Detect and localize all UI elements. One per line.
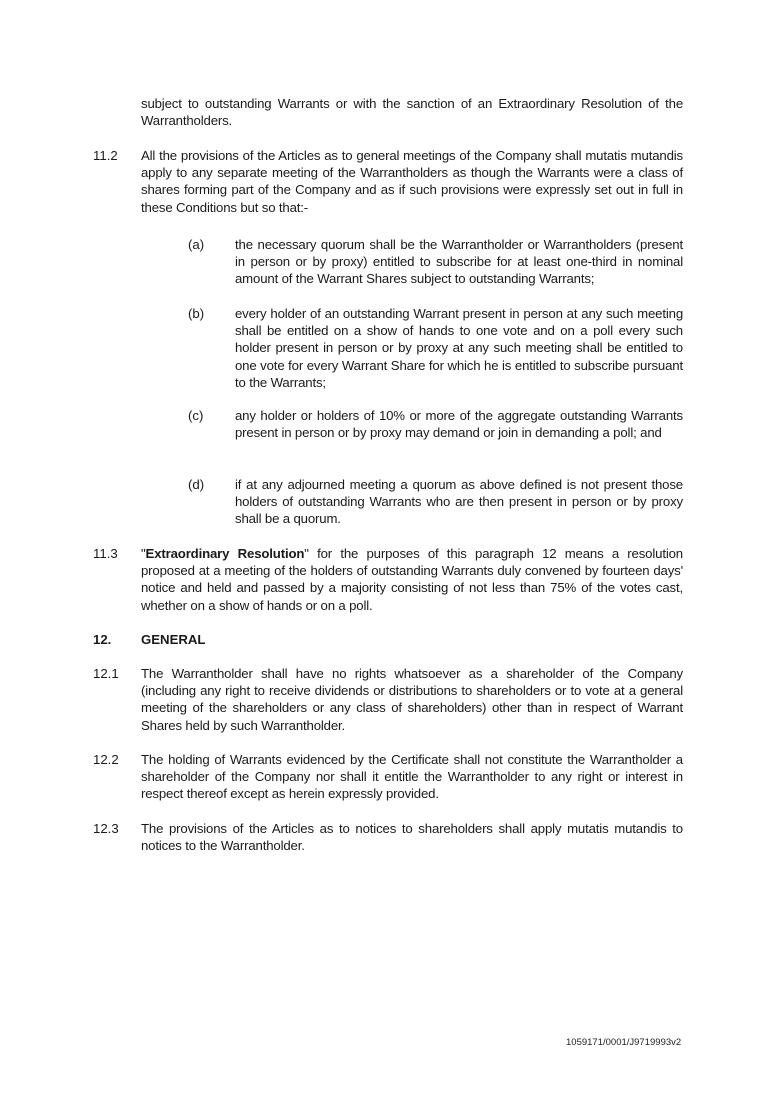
clause-text-11-2: All the provisions of the Articles as to general meetings of the Company shall mutatis mutandis apply to any separate meeting of the Warrantholders as though the Warrants were a class of shares forming part of the Company and as if such provisions were expressly set out in full in these Conditions but so that:- (141, 148, 683, 215)
clause-number-12-3: 12.3 (93, 821, 119, 836)
clause-number-12-2: 12.2 (93, 752, 119, 767)
clause-text-12-1: The Warrantholder shall have no rights whatsoever as a shareholder of the Company (including any right to receive dividends or distributions to shareholders or to vote at a general meeting of the shareholders or any class of shareholders) other than in respect of Warrant Shares held by such Warrantholder. (141, 666, 683, 733)
clause-text-11-3 (141, 545, 683, 614)
subitem-label-a: (a) (188, 237, 205, 252)
clause-body-11-3: for the purposes of this paragraph 12 means a resolution proposed at a meeting of the holders of outstanding Warrants duly convened by fourteen days' notice and held and passed by a majority consisting of not less than 75% of the votes cast, whether on a show of hands or on a poll. (141, 546, 683, 613)
section-heading: GENERAL (141, 632, 206, 647)
document-reference-number: 1059171/0001/J9719993v2 (566, 1037, 682, 1048)
subitem-label-d: (d) (188, 477, 205, 492)
subitem-label-c: (c) (188, 408, 204, 423)
clause-number-11-3: 11.3 (93, 546, 118, 561)
clause-continuation-text: subject to outstanding Warrants or with the sanction of an Extraordinary Resolution of the Warrantholders. (141, 96, 683, 129)
clause-text-12-3: The provisions of the Articles as to notices to shareholders shall apply mutatis mutandis to notices to the Warrantholder. (141, 821, 683, 854)
open-quote: " (141, 546, 146, 561)
defined-term: Extraordinary Resolution (145, 546, 305, 561)
clause-number-12-1: 12.1 (93, 666, 119, 681)
subitem-text-a: the necessary quorum shall be the Warrantholder or Warrantholders (present in person or by proxy) entitled to subscribe for at least one-third in nominal amount of the Warrant Shares subject to outstanding Warrants; (235, 237, 683, 287)
subitem-text-b: every holder of an outstanding Warrant present in person at any such meeting shall be entitled on a show of hands to one vote and on a poll every such holder present in person or by proxy at any such meeting shall be entitled to one vote for every Warrant Share for which he is entitled to subscribe pursuant to the Warrants; (235, 306, 683, 390)
clause-number-11-2: 11.2 (93, 148, 118, 163)
subitem-label-b: (b) (188, 306, 205, 321)
subitem-text-d: if at any adjourned meeting a quorum as above defined is not present those holders of outstanding Warrants who are then present in person or by proxy shall be a quorum. (235, 477, 683, 527)
clause-text-12-2: The holding of Warrants evidenced by the Certificate shall not constitute the Warrantholder a shareholder of the Company nor shall it entitle the Warrantholder to any right or interest in respect thereof except as herein expressly provided. (141, 752, 683, 802)
subitem-text-c: any holder or holders of 10% or more of the aggregate outstanding Warrants present in person or by proxy may demand or join in demanding a poll; and (235, 408, 683, 441)
close-quote: " (304, 546, 309, 561)
section-number: 12. (93, 632, 112, 647)
